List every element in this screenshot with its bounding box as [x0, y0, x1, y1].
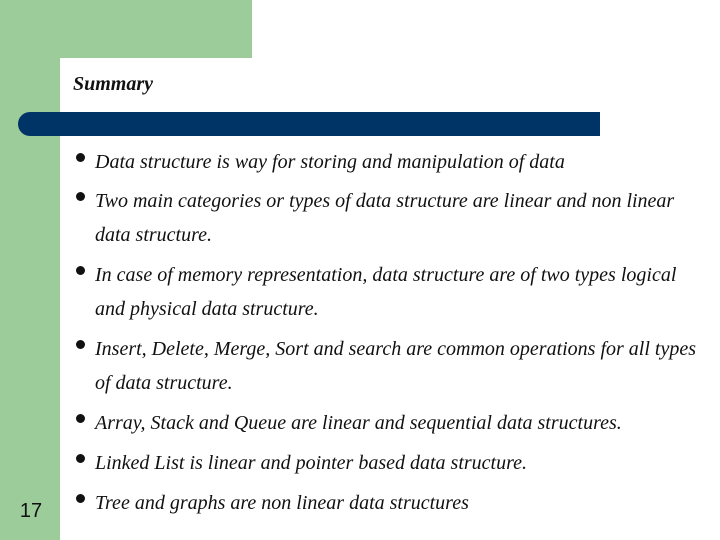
bullet-dot-icon	[76, 153, 85, 162]
bullet-dot-icon	[76, 454, 85, 463]
bullet-item	[76, 258, 706, 326]
bullet-dot-icon	[76, 340, 85, 349]
bullet-text: Tree and graphs are non linear data structures	[95, 492, 469, 514]
decorative-green-sidebar	[0, 0, 60, 540]
bullet-text: Array, Stack and Queue are linear and sequential data structures.	[95, 412, 622, 434]
bullet-text: In case of memory representation, data structure are of two types logical and physical data structure.	[95, 264, 677, 320]
title-underline-bar	[18, 112, 600, 136]
bullet-text: Two main categories or types of data structure are linear and non linear data structure.	[95, 190, 675, 246]
bullet-text: Data structure is way for storing and manipulation of data	[95, 151, 565, 173]
slide-title: Summary	[73, 73, 154, 95]
bullet-dot-icon	[76, 192, 85, 201]
bullet-dot-icon	[76, 494, 85, 503]
page-number: 17	[19, 500, 43, 522]
bullet-dot-icon	[76, 414, 85, 423]
bullet-item	[76, 486, 706, 520]
bullet-text: Insert, Delete, Merge, Sort and search are common operations for all types of data structure.	[95, 338, 697, 394]
bullet-text: Linked List is linear and pointer based data structure.	[95, 452, 528, 474]
bullet-item	[76, 145, 706, 179]
bullet-dot-icon	[76, 266, 85, 275]
bullet-item	[76, 184, 706, 252]
bullet-item	[76, 446, 706, 480]
bullet-item	[76, 332, 706, 400]
bullet-item	[76, 406, 706, 440]
